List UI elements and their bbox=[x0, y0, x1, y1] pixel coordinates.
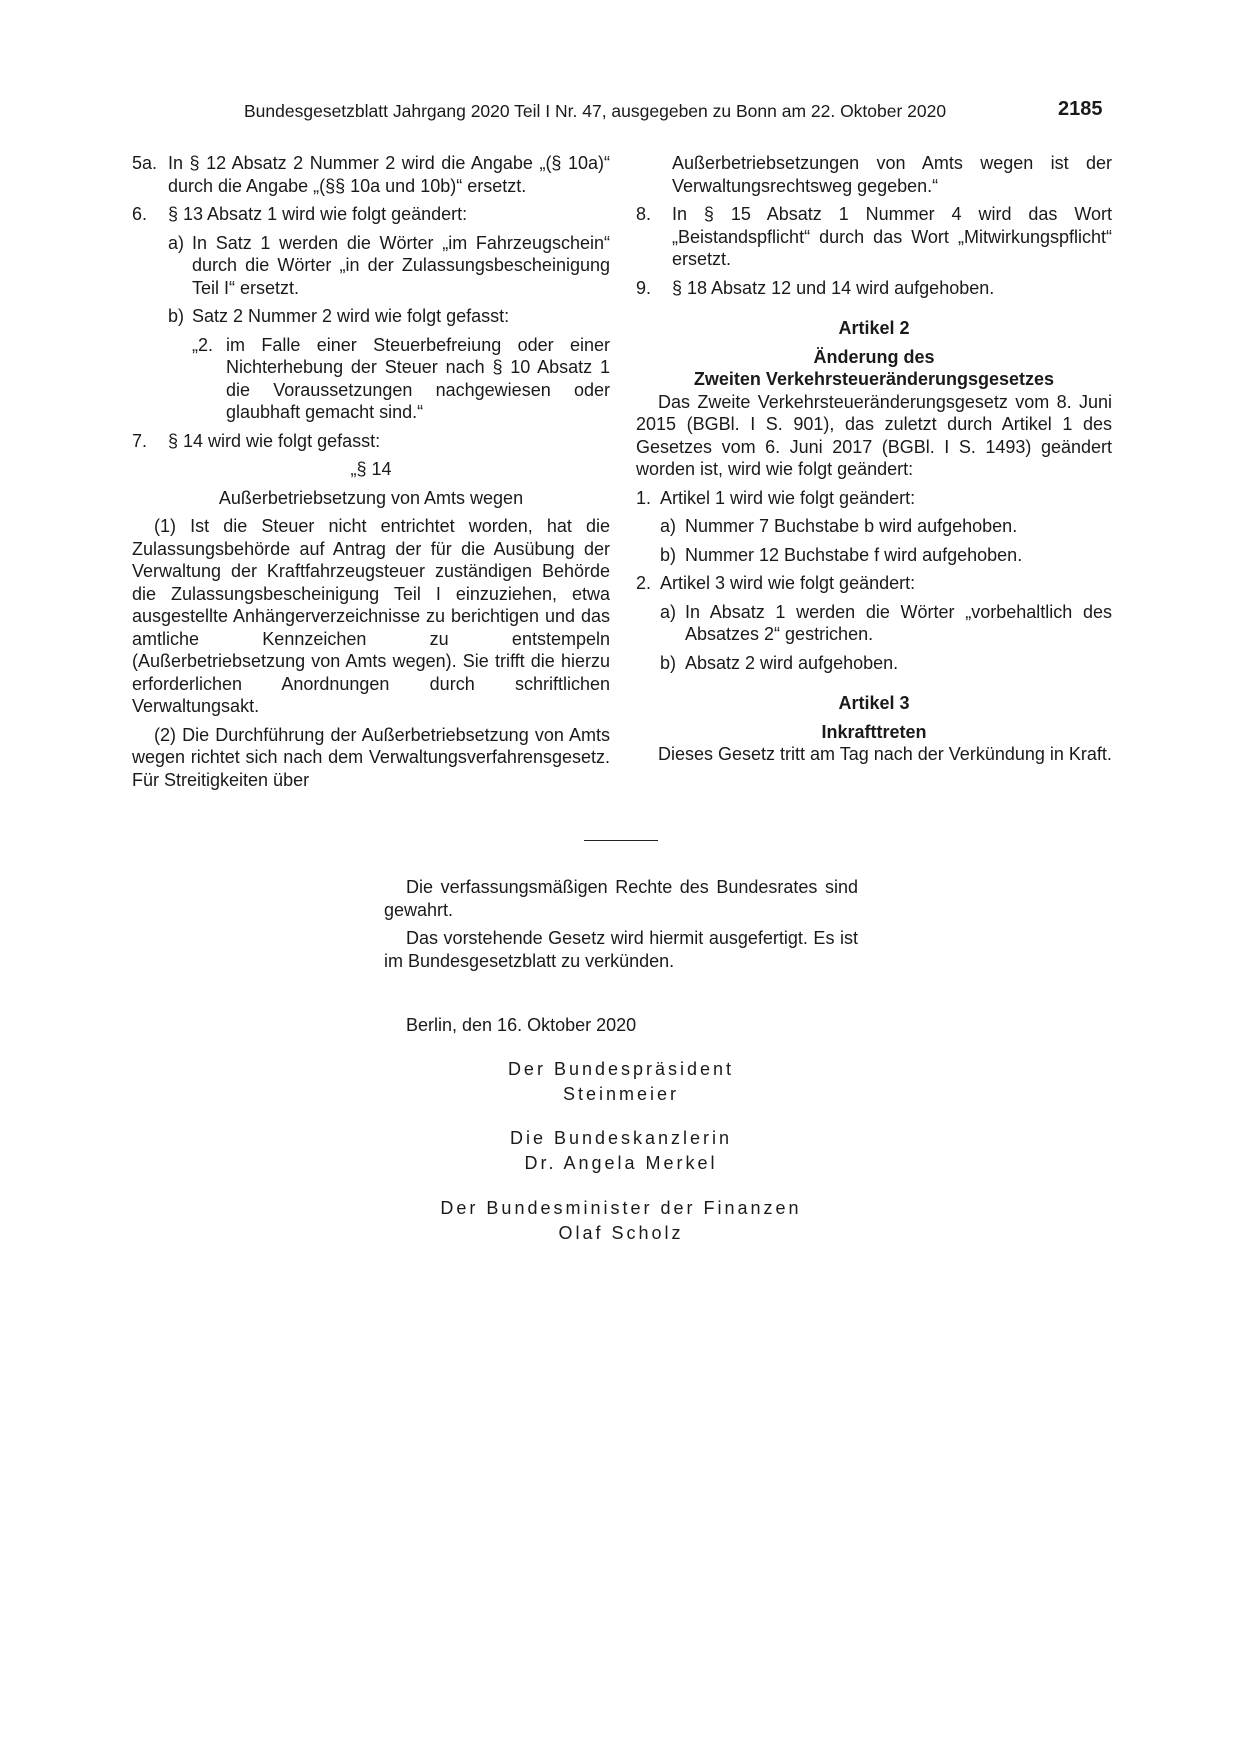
item-number: 9. bbox=[636, 277, 652, 298]
item-text: Artikel 3 wird wie folgt geändert: bbox=[660, 573, 916, 593]
list-item-6 bbox=[132, 203, 610, 226]
item-number: 1. bbox=[636, 487, 652, 508]
page-header bbox=[0, 100, 1241, 124]
closing-paragraph-1: Die verfassungsmäßigen Rechte des Bundesrates sind gewahrt. bbox=[384, 877, 858, 920]
quoted-provision bbox=[132, 334, 610, 424]
signatory-name: Steinmeier bbox=[562, 1084, 680, 1104]
continuation-text bbox=[636, 152, 1112, 197]
item-text: Artikel 1 wird wie folgt geändert: bbox=[660, 487, 916, 508]
signatory-name: Olaf Scholz bbox=[558, 1223, 684, 1243]
sub-item-text: In Satz 1 werden die Wörter „im Fahrzeugschein“ durch die Wörter „in der Zulassungsbescheinigung Teil I“ ersetzt. bbox=[192, 232, 610, 298]
quote-text: im Falle einer Steuerbefreiung oder einer Nichterhebung der Steuer nach § 10 Absatz 1 die Voraussetzungen nachgewiesen oder glaubhaft gemacht sind.“ bbox=[226, 334, 610, 422]
article-3-text: Dieses Gesetz tritt am Tag nach der Verkündung in Kraft. bbox=[658, 744, 1112, 764]
article-3-title: Inkrafttreten bbox=[821, 721, 927, 742]
section-title: Außerbetriebsetzung von Amts wegen bbox=[218, 487, 524, 508]
item-text: In § 12 Absatz 2 Nummer 2 wird die Angabe „(§ 10a)“ durch die Angabe „(§§ 10a und 10b)“ ersetzt. bbox=[168, 153, 610, 196]
article-2-item-1 bbox=[636, 487, 1112, 510]
sub-item-text: Nummer 7 Buchstabe b wird aufgehoben. bbox=[685, 516, 1018, 536]
running-title: Bundesgesetzblatt Jahrgang 2020 Teil I Nr. 47, ausgegeben zu Bonn am 22. Oktober 2020 bbox=[244, 101, 947, 121]
article-3-heading: Artikel 3 bbox=[838, 693, 910, 713]
closing-formula bbox=[384, 876, 858, 978]
article-2-intro: Das Zweite Verkehrsteueränderungsgesetz vom 8. Juni 2015 (BGBl. I S. 901), das zuletzt durch Artikel 1 des Gesetzes vom 6. Juni 2017 (BGBl. I S. 1493) geändert worden ist, wird wie folgt geändert: bbox=[636, 391, 1112, 479]
list-item-7 bbox=[132, 430, 610, 453]
item-number: 8. bbox=[636, 204, 652, 224]
item-text: § 14 wird wie folgt gefasst: bbox=[168, 430, 381, 451]
article-2-heading: Artikel 2 bbox=[838, 318, 910, 338]
article-2-item-2b bbox=[636, 652, 1112, 675]
sub-item-text: Nummer 12 Buchstabe f wird aufgehoben. bbox=[685, 544, 1023, 565]
separator-line bbox=[584, 840, 658, 841]
sub-item-letter: b) bbox=[660, 652, 677, 673]
paragraph-1: (1) Ist die Steuer nicht entrichtet worden, hat die Zulassungsbehörde auf Antrag der für die Ausübung der Verwaltung der Kraftfahrzeugsteuer zuständigen Behörde die Zulassungsbescheinigung Teil I einzuziehen, etwa ausgestellte Anhängerverzeichnisse zu berichtigen und das amtliche Kennzeichen zu entstempeln (Außerbetriebsetzung von Amts wegen). Sie trifft die hierzu erforderlichen Anordnungen durch schriftlichen Verwaltungsakt. bbox=[132, 516, 610, 716]
signatory-role: Der Bundespräsident bbox=[507, 1059, 735, 1079]
item-text: In § 15 Absatz 1 Nummer 4 wird das Wort „Beistandspflicht“ durch das Wort „Mitwirkungspflicht“ ersetzt. bbox=[672, 204, 1112, 269]
left-column bbox=[132, 152, 610, 797]
article-2-item-2a bbox=[636, 601, 1112, 646]
list-item-9 bbox=[636, 277, 1112, 300]
continuation-line: Außerbetriebsetzungen von Amts wegen ist der Verwaltungsrechtsweg gegeben.“ bbox=[672, 153, 1112, 196]
article-2-title-line2: Zweiten Verkehrsteueränderungsgesetzes bbox=[693, 369, 1055, 389]
signatory-name: Dr. Angela Merkel bbox=[524, 1153, 718, 1173]
paragraph-2: (2) Die Durchführung der Außerbetriebsetzung von Amts wegen richtet sich nach dem Verwaltungsverfahrensgesetz. Für Streitigkeiten über bbox=[132, 724, 610, 790]
page-number: 2185 bbox=[1058, 98, 1103, 120]
item-text: § 18 Absatz 12 und 14 wird aufgehoben. bbox=[672, 277, 995, 298]
sub-item-text: Satz 2 Nummer 2 wird wie folgt gefasst: bbox=[192, 306, 510, 326]
item-number: 7. bbox=[132, 430, 148, 451]
item-number: 6. bbox=[132, 204, 148, 224]
article-2-item-1b bbox=[636, 544, 1112, 567]
sub-item-text: Absatz 2 wird aufgehoben. bbox=[685, 652, 899, 673]
signatory-role: Der Bundesminister der Finanzen bbox=[440, 1198, 802, 1218]
item-text: § 13 Absatz 1 wird wie folgt geändert: bbox=[168, 204, 468, 224]
article-2-title-line1: Änderung des bbox=[813, 346, 935, 367]
item-number: 2. bbox=[636, 573, 652, 593]
sub-item-letter: b) bbox=[660, 544, 677, 565]
sub-item-6b bbox=[132, 305, 610, 328]
sub-item-letter: a) bbox=[660, 516, 677, 536]
signatory-role: Die Bundeskanzlerin bbox=[509, 1128, 733, 1148]
place-and-date: Berlin, den 16. Oktober 2020 bbox=[406, 1015, 637, 1035]
sub-item-letter: a) bbox=[168, 232, 185, 253]
list-item-5a bbox=[132, 152, 610, 197]
section-number: „§ 14 bbox=[350, 459, 392, 479]
sub-item-text: In Absatz 1 werden die Wörter „vorbehaltlich des Absatzes 2“ gestrichen. bbox=[685, 601, 1112, 644]
sub-item-6a bbox=[132, 232, 610, 300]
right-column bbox=[636, 152, 1112, 772]
sub-item-letter: a) bbox=[660, 601, 677, 622]
quote-number: „2. bbox=[192, 334, 214, 355]
closing-paragraph-2: Das vorstehende Gesetz wird hiermit ausgefertigt. Es ist im Bundesgesetzblatt zu verkünden. bbox=[384, 928, 858, 971]
item-number: 5a. bbox=[132, 153, 158, 173]
article-2-item-1a bbox=[636, 515, 1112, 538]
article-2-item-2 bbox=[636, 572, 1112, 595]
list-item-8 bbox=[636, 203, 1112, 271]
sub-item-letter: b) bbox=[168, 306, 185, 326]
